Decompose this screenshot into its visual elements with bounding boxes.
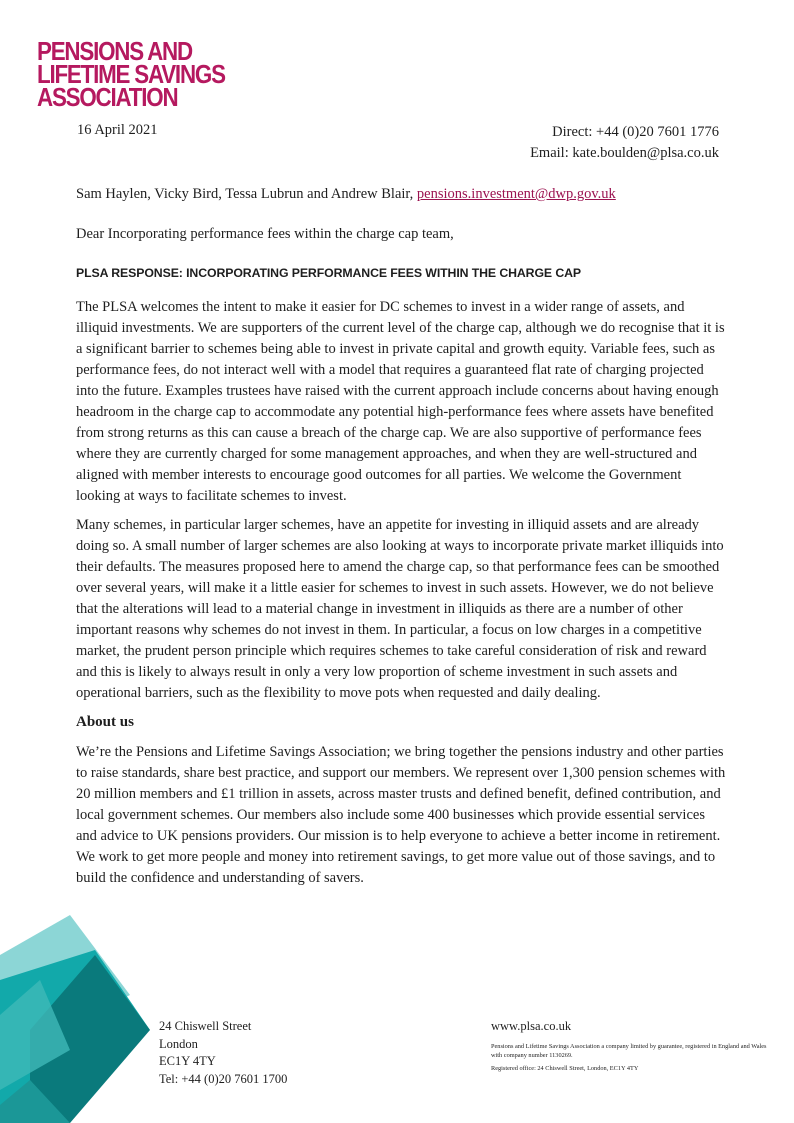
- registered-office: Registered office: 24 Chiswell Street, London, EC1Y 4TY: [491, 1064, 639, 1072]
- website-link[interactable]: www.plsa.co.uk: [491, 1019, 572, 1033]
- plsa-logo: [37, 36, 237, 112]
- company-registration: Pensions and Lifetime Savings Association a company limited by guarantee, registered in England and Wales with company number 1130269.: [491, 1042, 767, 1059]
- letter-heading: PLSA RESPONSE: INCORPORATING PERFORMANCE FEES WITHIN THE CHARGE CAP: [76, 266, 582, 280]
- logo-line-1: PENSIONS AND: [37, 36, 192, 66]
- letter-date: 16 April 2021: [77, 122, 158, 138]
- footer-company-info: [491, 1018, 771, 1077]
- address-street: 24 Chiswell Street: [159, 1019, 252, 1033]
- recipient-names: Sam Haylen, Vicky Bird, Tessa Lubrun and Andrew Blair,: [76, 186, 417, 202]
- address-city: London: [159, 1036, 198, 1051]
- letter-body: [76, 184, 726, 897]
- sender-contact: [530, 122, 719, 164]
- decorative-diamond-graphic: [0, 910, 160, 1123]
- paragraph-1: The PLSA welcomes the intent to make it easier for DC schemes to invest in a wider range of assets, and illiquid investments. We are supporters of the current level of the charge cap, although we do recognise that it is a significant barrier to schemes being able to invest in private capital and growth equity. Variable fees, such as performance fees, do not interact well with a model that requires a guaranteed flat rate of charging projected into the future. Examples trustees have raised with the current approach include concerns about having enough headroom in the charge cap to accommodate any potential high-performance fees where assets have benefited from strong returns as this can cause a breach of the charge cap. We are also supportive of performance fees where they are currently charged for some management approaches, and when they are well-structured and aligned with member interests to encourage good outcomes for all parties. We welcome the Government looking at ways to facilitate schemes to invest.: [76, 299, 725, 504]
- about-heading: About us: [76, 714, 134, 730]
- sender-email: Email: kate.boulden@plsa.co.uk: [530, 145, 719, 161]
- salutation: Dear Incorporating performance fees within the charge cap team,: [76, 226, 454, 242]
- footer-address: [159, 1018, 287, 1088]
- direct-phone: Direct: +44 (0)20 7601 1776: [552, 124, 719, 140]
- address-postcode: EC1Y 4TY: [159, 1054, 216, 1068]
- paragraph-2: Many schemes, in particular larger schemes, have an appetite for investing in illiquid assets and are already doing so. A small number of larger schemes are also looking at ways to incorporate private market illiquids into their defaults. The measures proposed here to amend the charge cap, so that performance fees can be smoothed over several years, will make it a little easier for schemes to invest in such assets. However, we do not believe that the alterations will lead to a material change in investment in illiquids as there are a number of other important reasons why schemes do not invest in them. In particular, a focus on low charges in a competitive market, the prudent person principle which requires schemes to take careful consideration of risk and reward and this is likely to always result in only a very low proportion of scheme investment in such assets and operational barriers, such as the flexibility to move pots when requested and daily dealing.: [76, 517, 724, 701]
- recipients: [76, 184, 726, 205]
- recipient-email-link[interactable]: pensions.investment@dwp.gov.uk: [416, 186, 616, 202]
- logo-line-2: LIFETIME SAVINGS: [37, 59, 225, 89]
- logo-line-3: ASSOCIATION: [37, 82, 178, 112]
- paragraph-3: We’re the Pensions and Lifetime Savings Association; we bring together the pensions industry and other parties to raise standards, share best practice, and support our members. We represent over 1,300 pension schemes with 20 million members and £1 trillion in assets, across master trusts and defined benefit, defined contribution, and local government schemes. Our members also include some 400 businesses which provide essential services and advice to UK pensions providers. Our mission is to help everyone to achieve a better income in retirement. We work to get more people and money into retirement savings, to get more value out of those savings, and to build the confidence and understanding of savers.: [76, 744, 726, 886]
- footer-telephone: Tel: +44 (0)20 7601 1700: [159, 1071, 288, 1086]
- legal-notice: [491, 1042, 771, 1073]
